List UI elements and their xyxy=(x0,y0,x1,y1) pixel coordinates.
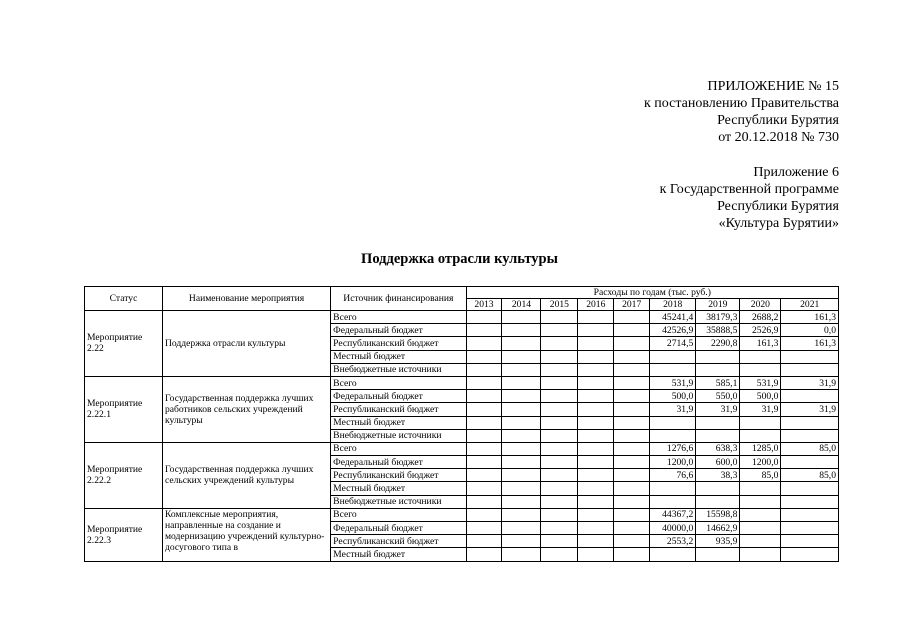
value-cell xyxy=(614,337,650,350)
budget-table xyxy=(84,286,839,562)
value-cell xyxy=(614,363,650,376)
value-cell xyxy=(740,416,781,429)
value-cell: 161,3 xyxy=(781,337,839,350)
value-cell xyxy=(502,324,541,337)
funding-source-cell: Республиканский бюджет xyxy=(331,535,466,548)
status-cell: Мероприятие 2.22.1 xyxy=(85,376,163,442)
value-cell xyxy=(781,363,839,376)
value-cell xyxy=(541,376,578,389)
appendix-6-line-1: к Государственной программе xyxy=(659,182,839,197)
value-cell: 85,0 xyxy=(781,469,839,482)
value-cell xyxy=(650,363,696,376)
value-cell xyxy=(696,482,740,495)
value-cell xyxy=(740,522,781,535)
value-cell xyxy=(502,548,541,561)
value-cell xyxy=(466,416,502,429)
value-cell: 935,9 xyxy=(696,535,740,548)
measure-name-cell: Поддержка отрасли культуры xyxy=(162,311,330,377)
funding-source-cell: Всего xyxy=(331,442,466,455)
value-cell: 85,0 xyxy=(740,469,781,482)
value-cell: 500,0 xyxy=(650,390,696,403)
value-cell xyxy=(578,495,614,508)
appendix-15-line-1: к постановлению Правительства xyxy=(643,96,839,111)
value-cell: 31,9 xyxy=(781,376,839,389)
measure-name-cell: Государственная поддержка лучших работников сельских учреждений культуры xyxy=(162,376,330,442)
funding-source-cell: Внебюджетные источники xyxy=(331,495,466,508)
value-cell: 531,9 xyxy=(740,376,781,389)
value-cell xyxy=(650,482,696,495)
value-cell xyxy=(578,429,614,442)
value-cell xyxy=(466,429,502,442)
value-cell xyxy=(740,548,781,561)
value-cell xyxy=(466,482,502,495)
column-header-expenses: Расходы по годам (тыс. руб.) xyxy=(466,287,838,299)
value-cell xyxy=(502,363,541,376)
value-cell xyxy=(541,403,578,416)
value-cell xyxy=(502,337,541,350)
status-cell: Мероприятие 2.22.2 xyxy=(85,442,163,508)
value-cell xyxy=(466,376,502,389)
value-cell xyxy=(466,442,502,455)
value-cell xyxy=(781,350,839,363)
value-cell xyxy=(740,508,781,521)
funding-source-cell: Республиканский бюджет xyxy=(331,469,466,482)
value-cell xyxy=(740,535,781,548)
value-cell xyxy=(781,522,839,535)
value-cell xyxy=(578,350,614,363)
value-cell xyxy=(578,535,614,548)
appendix-15-line-3: от 20.12.2018 № 730 xyxy=(718,130,839,145)
value-cell: 45241,4 xyxy=(650,311,696,324)
value-cell xyxy=(541,390,578,403)
value-cell xyxy=(696,363,740,376)
value-cell: 15598,8 xyxy=(696,508,740,521)
value-cell: 44367,2 xyxy=(650,508,696,521)
value-cell xyxy=(502,442,541,455)
value-cell xyxy=(502,456,541,469)
value-cell xyxy=(466,311,502,324)
value-cell xyxy=(502,390,541,403)
value-cell xyxy=(541,482,578,495)
value-cell xyxy=(541,522,578,535)
table-row xyxy=(85,508,839,521)
value-cell: 585,1 xyxy=(696,376,740,389)
funding-source-cell: Местный бюджет xyxy=(331,548,466,561)
value-cell: 14662,9 xyxy=(696,522,740,535)
value-cell xyxy=(614,522,650,535)
column-header-status: Статус xyxy=(85,287,163,311)
value-cell: 42526,9 xyxy=(650,324,696,337)
value-cell xyxy=(466,456,502,469)
value-cell xyxy=(541,548,578,561)
funding-source-cell: Местный бюджет xyxy=(331,482,466,495)
value-cell: 2290,8 xyxy=(696,337,740,350)
value-cell xyxy=(466,350,502,363)
status-cell: Мероприятие 2.22 xyxy=(85,311,163,377)
value-cell: 2553,2 xyxy=(650,535,696,548)
value-cell xyxy=(781,482,839,495)
column-header-year: 2014 xyxy=(502,299,541,311)
value-cell: 161,3 xyxy=(781,311,839,324)
value-cell: 638,3 xyxy=(696,442,740,455)
value-cell xyxy=(541,535,578,548)
value-cell: 40000,0 xyxy=(650,522,696,535)
value-cell xyxy=(578,548,614,561)
value-cell xyxy=(614,495,650,508)
value-cell xyxy=(614,469,650,482)
funding-source-cell: Внебюджетные источники xyxy=(331,429,466,442)
value-cell xyxy=(781,535,839,548)
value-cell: 31,9 xyxy=(650,403,696,416)
value-cell xyxy=(696,416,740,429)
value-cell xyxy=(502,311,541,324)
value-cell xyxy=(740,482,781,495)
appendix-15-line-2: Республики Бурятия xyxy=(717,113,839,128)
value-cell xyxy=(614,535,650,548)
value-cell: 38179,3 xyxy=(696,311,740,324)
funding-source-cell: Внебюджетные источники xyxy=(331,363,466,376)
value-cell xyxy=(614,324,650,337)
funding-source-cell: Местный бюджет xyxy=(331,350,466,363)
value-cell: 31,9 xyxy=(696,403,740,416)
value-cell: 1200,0 xyxy=(740,456,781,469)
appendix-6-line-3: «Культура Бурятии» xyxy=(718,216,839,231)
value-cell xyxy=(502,350,541,363)
column-header-year: 2020 xyxy=(740,299,781,311)
value-cell xyxy=(578,482,614,495)
value-cell xyxy=(781,456,839,469)
value-cell: 531,9 xyxy=(650,376,696,389)
column-header-year: 2021 xyxy=(781,299,839,311)
measure-name-cell: Комплексные мероприятия, направленные на создание и модернизацию учреждений культурно-досугового типа в xyxy=(162,508,330,561)
appendix-15-title: ПРИЛОЖЕНИЕ № 15 xyxy=(707,79,839,94)
value-cell xyxy=(578,508,614,521)
status-cell: Мероприятие 2.22.3 xyxy=(85,508,163,561)
value-cell xyxy=(650,429,696,442)
value-cell xyxy=(781,495,839,508)
value-cell xyxy=(614,311,650,324)
value-cell xyxy=(541,508,578,521)
value-cell xyxy=(781,508,839,521)
value-cell xyxy=(502,482,541,495)
value-cell xyxy=(696,350,740,363)
table-row xyxy=(85,442,839,455)
document-title: Поддержка отрасли культуры xyxy=(361,251,558,267)
value-cell: 76,6 xyxy=(650,469,696,482)
value-cell xyxy=(614,403,650,416)
value-cell xyxy=(578,522,614,535)
value-cell: 0,0 xyxy=(781,324,839,337)
funding-source-cell: Федеральный бюджет xyxy=(331,390,466,403)
value-cell: 35888,5 xyxy=(696,324,740,337)
funding-source-cell: Всего xyxy=(331,311,466,324)
table-row xyxy=(85,376,839,389)
column-header-year: 2016 xyxy=(578,299,614,311)
value-cell xyxy=(614,429,650,442)
value-cell xyxy=(502,429,541,442)
appendix-6-header xyxy=(660,164,839,232)
value-cell xyxy=(502,376,541,389)
value-cell xyxy=(502,495,541,508)
value-cell: 85,0 xyxy=(781,442,839,455)
value-cell: 500,0 xyxy=(740,390,781,403)
appendix-6-title: Приложение 6 xyxy=(753,165,839,180)
value-cell xyxy=(502,535,541,548)
value-cell xyxy=(650,495,696,508)
column-header-year: 2018 xyxy=(650,299,696,311)
funding-source-cell: Федеральный бюджет xyxy=(331,456,466,469)
value-cell xyxy=(502,403,541,416)
value-cell xyxy=(781,429,839,442)
value-cell xyxy=(696,429,740,442)
value-cell: 38,3 xyxy=(696,469,740,482)
value-cell xyxy=(578,376,614,389)
value-cell xyxy=(541,363,578,376)
value-cell xyxy=(614,350,650,363)
funding-source-cell: Федеральный бюджет xyxy=(331,324,466,337)
funding-source-cell: Всего xyxy=(331,376,466,389)
value-cell xyxy=(578,442,614,455)
value-cell xyxy=(578,337,614,350)
value-cell xyxy=(466,403,502,416)
value-cell xyxy=(781,548,839,561)
value-cell xyxy=(650,548,696,561)
value-cell xyxy=(650,416,696,429)
value-cell xyxy=(578,456,614,469)
value-cell xyxy=(466,469,502,482)
appendix-6-line-2: Республики Бурятия xyxy=(717,199,839,214)
value-cell xyxy=(740,350,781,363)
value-cell xyxy=(541,311,578,324)
table-row xyxy=(85,311,839,324)
value-cell xyxy=(578,403,614,416)
funding-source-cell: Местный бюджет xyxy=(331,416,466,429)
value-cell xyxy=(614,508,650,521)
value-cell: 161,3 xyxy=(740,337,781,350)
value-cell xyxy=(541,337,578,350)
value-cell xyxy=(466,548,502,561)
value-cell: 31,9 xyxy=(781,403,839,416)
value-cell xyxy=(466,522,502,535)
value-cell xyxy=(541,442,578,455)
value-cell xyxy=(578,390,614,403)
value-cell: 550,0 xyxy=(696,390,740,403)
column-header-name: Наименование мероприятия xyxy=(162,287,330,311)
value-cell: 31,9 xyxy=(740,403,781,416)
column-header-year: 2019 xyxy=(696,299,740,311)
value-cell xyxy=(781,390,839,403)
appendix-15-header xyxy=(644,78,839,146)
column-header-year: 2015 xyxy=(541,299,578,311)
value-cell xyxy=(466,324,502,337)
value-cell xyxy=(614,376,650,389)
value-cell xyxy=(541,350,578,363)
value-cell xyxy=(578,469,614,482)
value-cell: 1200,0 xyxy=(650,456,696,469)
value-cell xyxy=(578,311,614,324)
value-cell xyxy=(740,363,781,376)
value-cell xyxy=(696,548,740,561)
value-cell xyxy=(541,495,578,508)
value-cell xyxy=(541,469,578,482)
column-header-year: 2013 xyxy=(466,299,502,311)
value-cell xyxy=(502,508,541,521)
value-cell xyxy=(466,495,502,508)
funding-source-cell: Федеральный бюджет xyxy=(331,522,466,535)
value-cell: 600,0 xyxy=(696,456,740,469)
value-cell xyxy=(502,522,541,535)
funding-source-cell: Всего xyxy=(331,508,466,521)
value-cell xyxy=(466,337,502,350)
value-cell xyxy=(578,324,614,337)
value-cell: 1276,6 xyxy=(650,442,696,455)
value-cell xyxy=(541,429,578,442)
value-cell xyxy=(614,548,650,561)
value-cell xyxy=(740,495,781,508)
value-cell xyxy=(541,416,578,429)
value-cell xyxy=(696,495,740,508)
value-cell: 2688,2 xyxy=(740,311,781,324)
value-cell xyxy=(740,429,781,442)
value-cell xyxy=(578,363,614,376)
value-cell xyxy=(466,535,502,548)
value-cell xyxy=(541,456,578,469)
value-cell xyxy=(502,469,541,482)
funding-source-cell: Республиканский бюджет xyxy=(331,403,466,416)
column-header-source: Источник финансирования xyxy=(331,287,466,311)
value-cell xyxy=(541,324,578,337)
value-cell xyxy=(614,416,650,429)
value-cell xyxy=(466,508,502,521)
value-cell: 1285,0 xyxy=(740,442,781,455)
value-cell xyxy=(614,456,650,469)
value-cell: 2526,9 xyxy=(740,324,781,337)
value-cell: 2714,5 xyxy=(650,337,696,350)
value-cell xyxy=(781,416,839,429)
value-cell xyxy=(578,416,614,429)
funding-source-cell: Республиканский бюджет xyxy=(331,337,466,350)
measure-name-cell: Государственная поддержка лучших сельских учреждений культуры xyxy=(162,442,330,508)
value-cell xyxy=(614,390,650,403)
value-cell xyxy=(502,416,541,429)
value-cell xyxy=(614,442,650,455)
value-cell xyxy=(466,390,502,403)
value-cell xyxy=(650,350,696,363)
value-cell xyxy=(466,363,502,376)
column-header-year: 2017 xyxy=(614,299,650,311)
value-cell xyxy=(614,482,650,495)
